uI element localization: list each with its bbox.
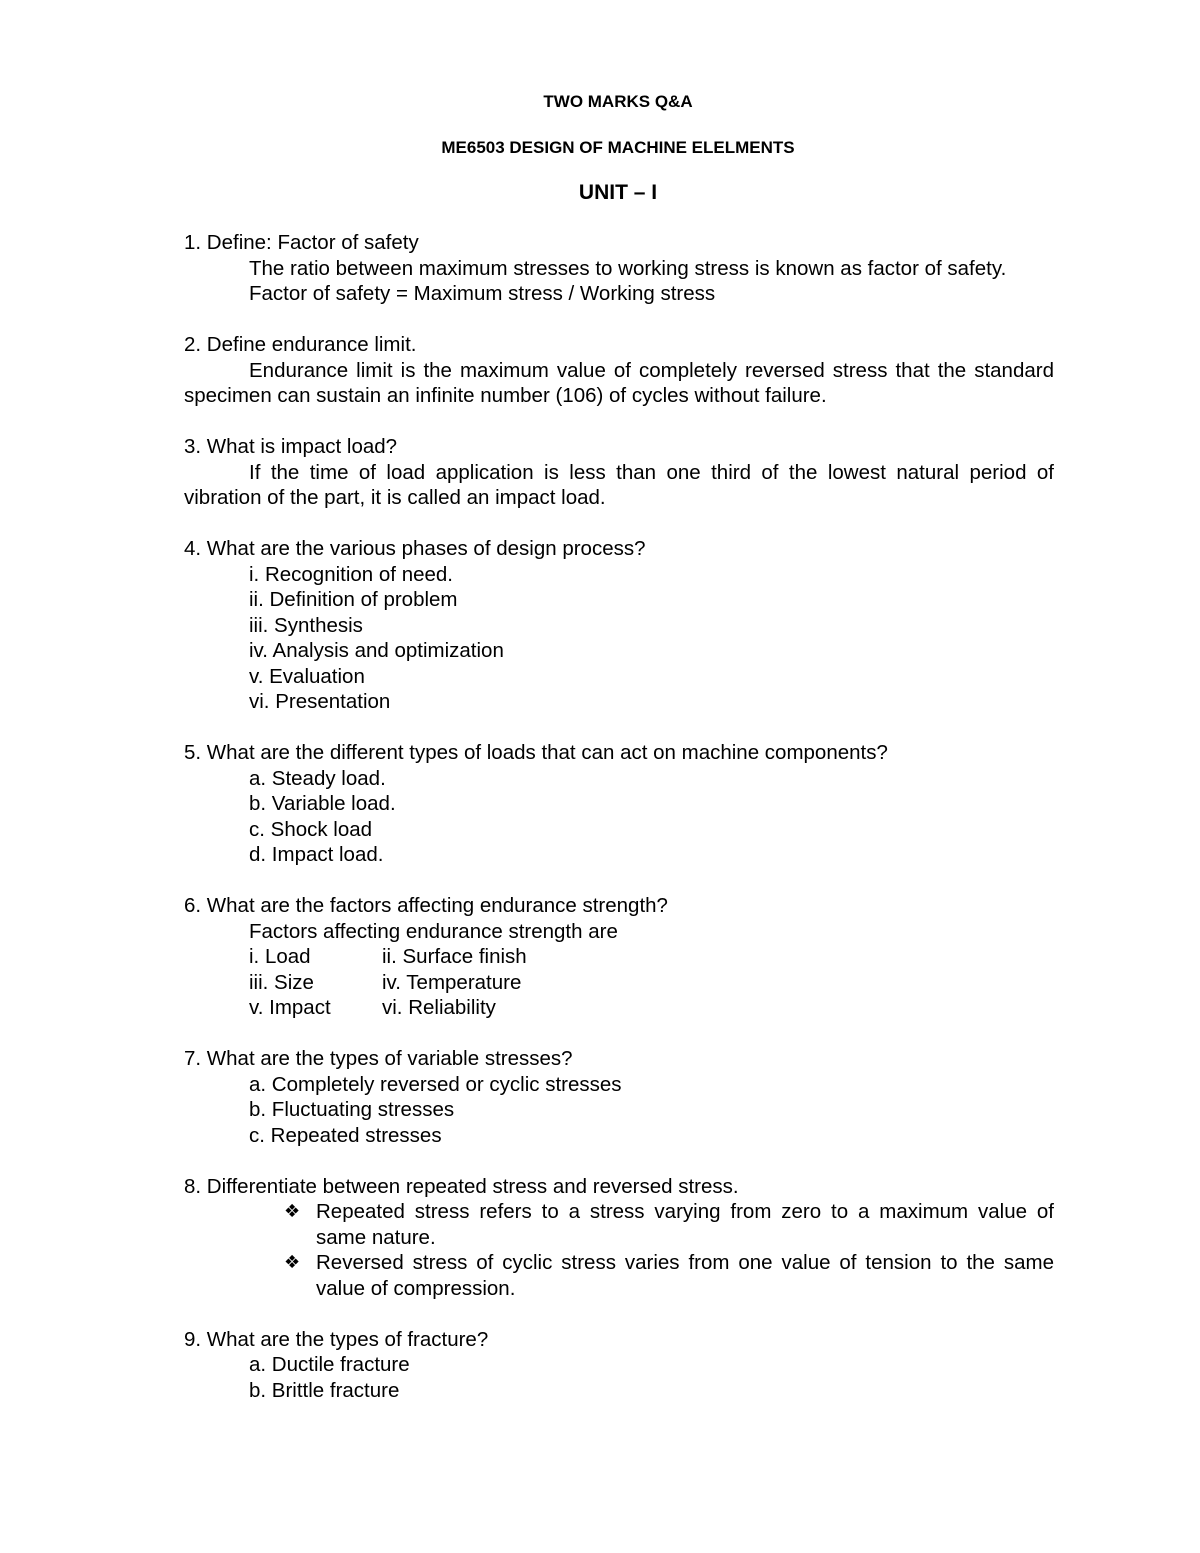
q6-question: 6. What are the factors affecting endurance strength? <box>184 894 668 917</box>
q1-question: 1. Define: Factor of safety <box>184 231 419 254</box>
diamond-bullet-icon: ❖ <box>284 1252 301 1272</box>
factor-item: iv. Temperature <box>382 970 522 994</box>
q7-question: 7. What are the types of variable stresses? <box>184 1047 573 1070</box>
unit-title: UNIT – I <box>578 181 658 204</box>
factor-item: iii. Size <box>249 970 314 994</box>
list-item: ii. Definition of problem <box>249 588 458 611</box>
list-item: b. Brittle fracture <box>249 1378 400 1402</box>
list-item: iv. Analysis and optimization <box>249 639 504 662</box>
bullet-item <box>284 1199 1054 1250</box>
list-item: v. Evaluation <box>249 664 365 688</box>
q4-question: 4. What are the various phases of design process? <box>184 537 646 560</box>
q2-answer: Endurance limit is the maximum value of completely reversed stress that the standard specimen can sustain an infinite number (106) of cycles without failure. <box>184 358 1054 407</box>
doc-title: TWO MARKS Q&A <box>543 92 693 111</box>
list-item: c. Repeated stresses <box>249 1123 442 1147</box>
bullet-text: Reversed stress of cyclic stress varies from one value of tension to the same value of compression. <box>316 1251 1054 1300</box>
factor-item: i. Load <box>249 945 311 968</box>
list-item: a. Completely reversed or cyclic stresses <box>249 1072 622 1096</box>
list-item: c. Shock load <box>249 817 373 841</box>
factor-item: vi. Reliability <box>382 996 496 1019</box>
q8-question: 8. Differentiate between repeated stress and reversed stress. <box>184 1174 739 1198</box>
factor-item: ii. Surface finish <box>382 945 527 968</box>
list-item: iii. Synthesis <box>249 613 363 637</box>
bullet-list <box>184 1199 1054 1301</box>
list-item: d. Impact load. <box>249 843 384 866</box>
q9-question: 9. What are the types of fracture? <box>184 1327 489 1351</box>
q6-intro: Factors affecting endurance strength are <box>249 919 618 943</box>
factor-row <box>184 995 1054 1021</box>
diamond-bullet-icon: ❖ <box>284 1201 301 1221</box>
qa-body <box>184 230 1054 1403</box>
list-item: b. Fluctuating stresses <box>249 1098 455 1121</box>
course-title: ME6503 DESIGN OF MACHINE ELELMENTS <box>441 138 795 157</box>
list-item: b. Variable load. <box>249 792 396 815</box>
factor-row <box>184 970 1054 996</box>
list-item: vi. Presentation <box>249 690 391 713</box>
factor-row <box>184 944 1054 970</box>
q3-question: 3. What is impact load? <box>184 435 398 458</box>
factor-item: v. Impact <box>249 996 331 1019</box>
q1-formula: Factor of safety = Maximum stress / Working stress <box>249 282 716 305</box>
list-item: a. Ductile fracture <box>249 1353 410 1376</box>
list-item: a. Steady load. <box>249 766 386 790</box>
bullet-item <box>284 1250 1054 1301</box>
bullet-text: Repeated stress refers to a stress varying from zero to a maximum value of same nature. <box>316 1200 1054 1249</box>
q1-answer: The ratio between maximum stresses to working stress is known as factor of safety. <box>249 256 1007 280</box>
q3-answer: If the time of load application is less than one third of the lowest natural period of vibration of the part, it is called an impact load. <box>184 460 1054 509</box>
q5-question: 5. What are the different types of loads that can act on machine components? <box>184 741 888 764</box>
list-item: i. Recognition of need. <box>249 562 453 586</box>
q2-question: 2. Define endurance limit. <box>184 333 417 356</box>
